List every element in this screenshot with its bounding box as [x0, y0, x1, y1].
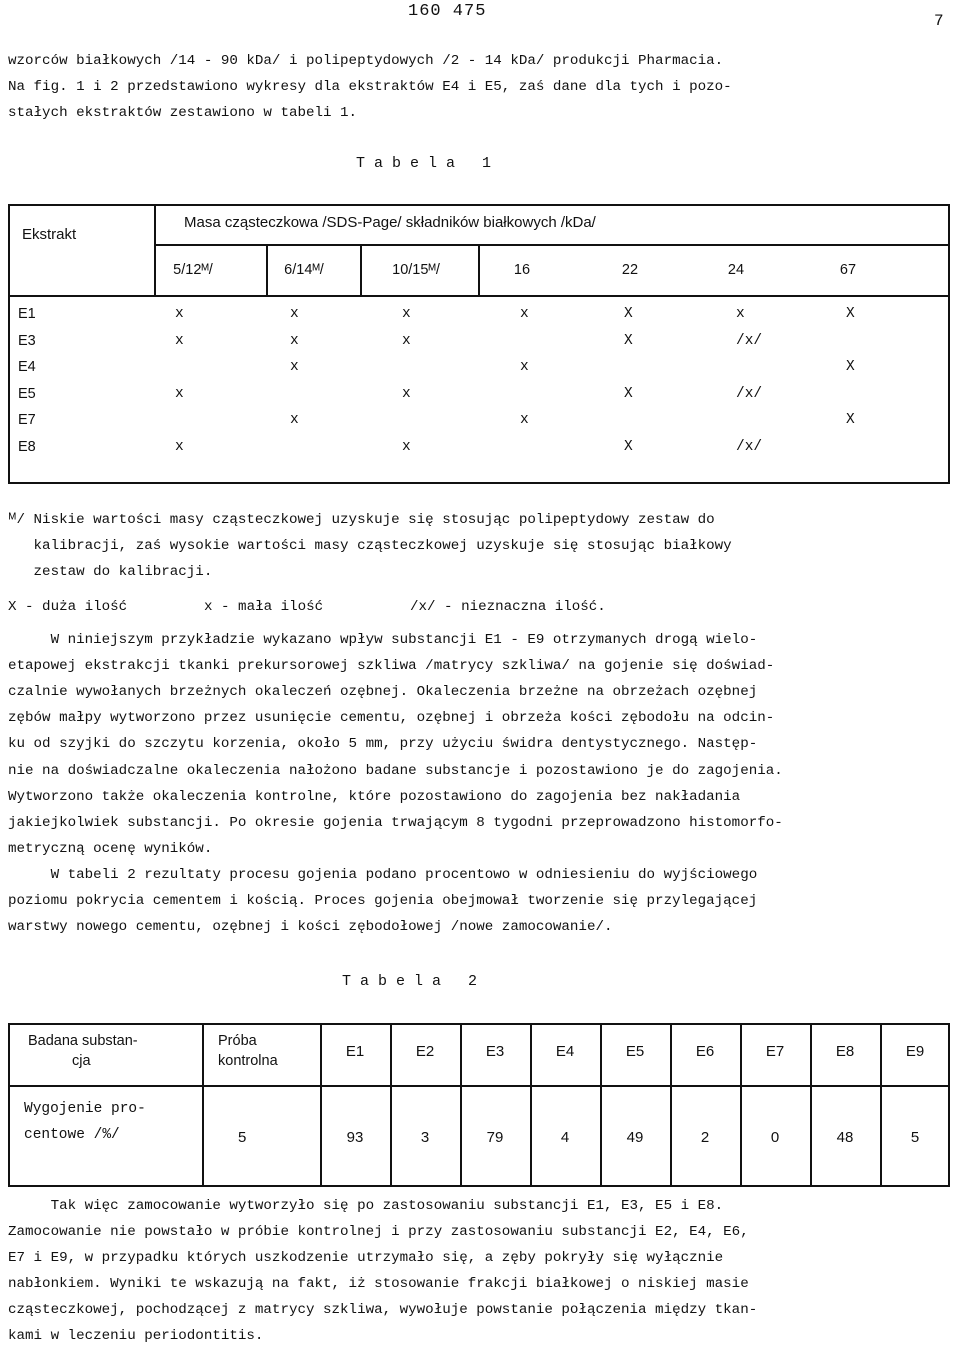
text-line: nie na doświadczalne okaleczenia nałożono badane substancje i pozostawiono je do zagojenia. [8, 762, 783, 779]
healing-value: 79 [486, 1129, 504, 1146]
extract-header: E6 [695, 1043, 715, 1060]
mass-column-header: 67 [839, 262, 857, 278]
table-cell: X [624, 306, 633, 322]
table-cell: X [846, 306, 855, 322]
row-label: E4 [18, 359, 36, 375]
table-cell: x [736, 306, 745, 322]
extract-header: E5 [625, 1043, 645, 1060]
table-cell: /x/ [736, 385, 763, 402]
table-cell: x [290, 359, 299, 375]
document-number: 160 475 [408, 2, 487, 21]
text-line: W niniejszym przykładzie wykazano wpływ substancji E1 - E9 otrzymanych drogą wielo- [8, 632, 758, 648]
extract-header: E7 [765, 1043, 785, 1060]
extract-header: E2 [415, 1043, 435, 1060]
extract-header: E4 [555, 1043, 575, 1060]
table-cell: x [175, 332, 184, 349]
text-line: metryczną ocenę wyników. [8, 840, 213, 857]
text-line: zestaw do kalibracji. [8, 564, 213, 580]
healing-value: 48 [836, 1129, 854, 1146]
text-line: warstwy nowego cementu, ozębnej i kości zębodołowej /nowe zamocowanie/. [8, 919, 613, 936]
text-line: jakiejkolwiek substancji. Po okresie gojenia trwającym 8 tygodni przeprowadzono histomorfo- [8, 814, 783, 831]
healing-value: 93 [346, 1129, 364, 1146]
extract-header: E1 [345, 1043, 365, 1060]
table-cell: x [402, 438, 411, 455]
text-line: stałych ekstraktów zestawiono w tabeli 1. [8, 105, 358, 121]
table-cell: x [175, 306, 184, 322]
table1-caption: Tabela 1 [356, 155, 501, 172]
healing-value: 2 [700, 1129, 710, 1146]
table-cell: x [402, 385, 411, 402]
text-line: Na fig. 1 i 2 przedstawiono wykresy dla ekstraktów E4 i E5, zaś dane dla tych i pozo- [8, 79, 732, 95]
table-cell: x [402, 332, 411, 349]
table-cell: X [624, 438, 633, 455]
text-line: czalnie wywołanych brzeżnych okaleczeń ozębnej. Okaleczenia brzeżne na obrzeżach ozębnej [8, 684, 758, 701]
text-line: ᴹ/ Niskie wartości masy cząsteczkowej uzyskuje się stosując polipeptydowy zestaw do [8, 512, 715, 528]
text-line: Tak więc zamocowanie wytworzyło się po zastosowaniu substancji E1, E3, E5 i E8. [8, 1198, 724, 1214]
mass-column-header: 22 [621, 262, 639, 278]
text-line: W tabeli 2 rezultaty procesu gojenia podano procentowo w odniesieniu do wyjściowego [8, 866, 758, 883]
header-control: Próba [218, 1033, 257, 1049]
extract-header: E9 [905, 1043, 925, 1060]
text-line: Wytworzono także okaleczenia kontrolne, które pozostawiono do zagojenia bez nakładania [8, 788, 741, 805]
column-header-ekstrakt: Ekstrakt [22, 226, 77, 243]
table-cell: X [846, 412, 855, 428]
table-cell: x [290, 412, 299, 428]
table-cell: x [520, 359, 529, 375]
healing-value: 5 [910, 1129, 920, 1146]
mass-column-header: 10/15ᴹ/ [392, 262, 440, 278]
page-number: 7 [934, 12, 944, 30]
text-line: nabłonkiem. Wyniki te wskazują na fakt, iż stosowanie frakcji białkowej o niskiej masie [8, 1276, 749, 1292]
healing-value: 3 [420, 1129, 430, 1146]
control-value: 5 [238, 1129, 247, 1146]
text-line: cząsteczkowej, pochodzącej z matrycy szkliwa, wywołuje powstanie połączenia między tkan- [8, 1302, 758, 1318]
table-cell: x [520, 306, 529, 322]
text-line: wzorców białkowych /14 - 90 kDa/ i polipeptydowych /2 - 14 kDa/ produkcji Pharmacia. [8, 53, 724, 69]
table-cell: x [290, 306, 299, 322]
row-label: E3 [18, 332, 36, 349]
row-label: Wygojenie pro- [24, 1101, 146, 1117]
table-cell: x [290, 332, 299, 349]
mass-column-header: 16 [513, 262, 531, 278]
table1 [8, 204, 950, 484]
header-substance-cont: cja [72, 1053, 91, 1069]
table2 [8, 1023, 950, 1187]
text-line: zębów małpy wytworzono przez usunięcie cementu, ozębnej i obrzeża kości zębodołu na odcin- [8, 710, 775, 727]
row-label-cont: centowe /%/ [24, 1127, 120, 1143]
healing-value: 0 [770, 1129, 780, 1146]
table-cell: X [624, 385, 633, 402]
healing-value: 49 [626, 1129, 644, 1146]
row-label: E5 [18, 385, 36, 402]
mass-column-header: 24 [727, 262, 745, 278]
group-header: Masa cząsteczkowa /SDS-Page/ składników białkowych /kDa/ [184, 214, 596, 231]
row-label: E7 [18, 412, 36, 428]
legend-trace: /x/ - nieznaczna ilość. [410, 599, 606, 615]
healing-value: 4 [560, 1129, 570, 1146]
header-substance: Badana substan- [28, 1033, 138, 1049]
text-line: ku od szyjki do szczytu korzenia, około 5 mm, przy użyciu świdra dentystycznego. Następ- [8, 736, 758, 753]
row-label: E8 [18, 438, 36, 455]
extract-header: E8 [835, 1043, 855, 1060]
table-cell: x [402, 306, 411, 322]
text-line: poziomu pokrycia cementem i kością. Proces gojenia obejmował tworzenie się przylegającej [8, 893, 758, 909]
mass-column-header: 6/14ᴹ/ [284, 262, 324, 278]
table-cell: x [520, 412, 529, 428]
row-label: E1 [18, 306, 36, 322]
text-line: E7 i E9, w przypadku których uszkodzenie utrzymało się, a zęby pokryły się wyłącznie [8, 1250, 724, 1266]
table-cell: X [846, 359, 855, 375]
table-cell: /x/ [736, 332, 763, 349]
text-line: Zamocowanie nie powstało w próbie kontrolnej i przy zastosowaniu substancji E2, E4, E6, [8, 1224, 749, 1240]
text-line: kami w leczeniu periodontitis. [8, 1328, 264, 1344]
table2-caption: Tabela 2 [342, 973, 487, 990]
table-cell: X [624, 332, 633, 349]
mass-column-header: 5/12ᴹ/ [173, 262, 213, 278]
text-line: kalibracji, zaś wysokie wartości masy cząsteczkowej uzyskuje się stosując białkowy [8, 538, 732, 554]
text-line: etapowej ekstrakcji tkanki prekursorowej szkliwa /matrycy szkliwa/ na gojenie się doświad- [8, 658, 775, 675]
legend-small: x - mała ilość [204, 599, 324, 615]
header-control-cont: kontrolna [218, 1053, 278, 1069]
table-cell: /x/ [736, 438, 763, 455]
legend-big: X - duża ilość [8, 599, 128, 615]
table-cell: x [175, 438, 184, 455]
extract-header: E3 [485, 1043, 505, 1060]
table-cell: x [175, 385, 184, 402]
